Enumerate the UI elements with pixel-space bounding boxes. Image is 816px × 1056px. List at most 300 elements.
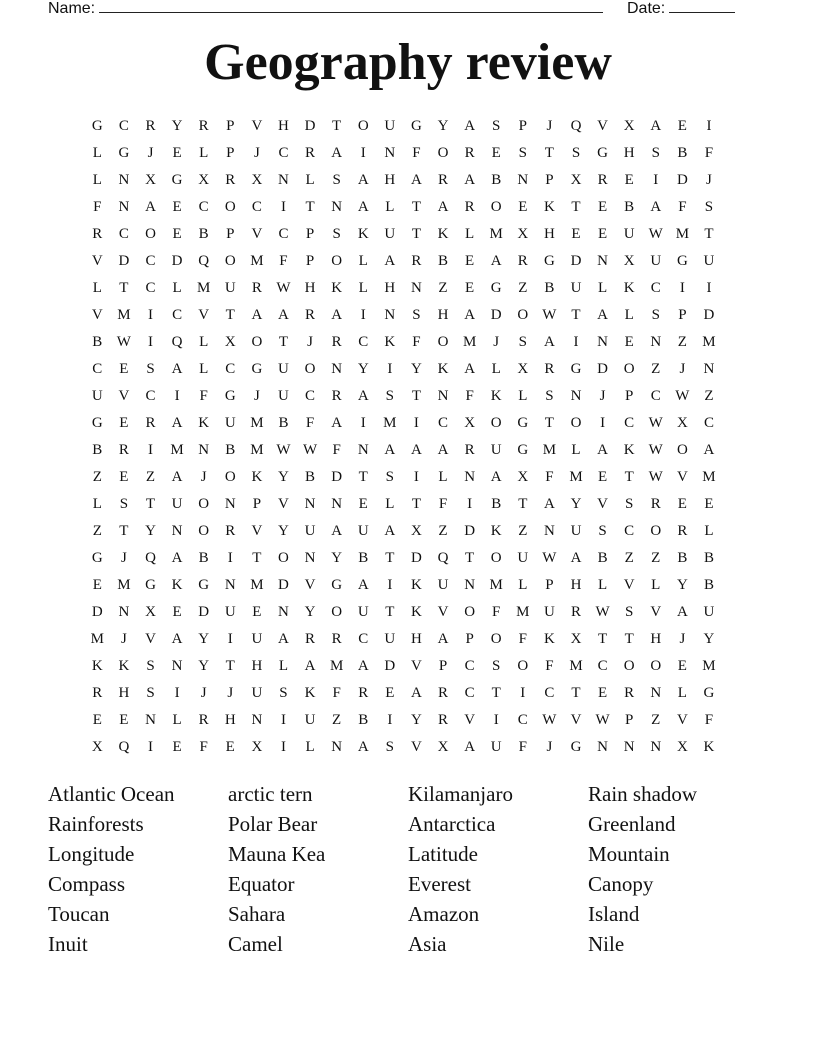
grid-letter[interactable]: C [251,199,262,215]
grid-letter[interactable]: E [491,145,501,161]
grid-letter[interactable]: F [545,469,554,485]
grid-letter[interactable]: U [384,226,396,242]
grid-letter[interactable]: Z [651,550,661,566]
grid-letter[interactable]: Y [278,523,289,539]
grid-letter[interactable]: R [118,442,129,458]
grid-letter[interactable]: A [437,631,449,647]
grid-letter[interactable]: I [360,307,366,323]
grid-letter[interactable]: A [171,361,183,377]
grid-letter[interactable]: X [517,226,529,242]
grid-letter[interactable]: S [412,307,421,323]
grid-letter[interactable]: I [147,334,153,350]
grid-letter[interactable]: G [171,172,183,188]
grid-letter[interactable]: J [679,361,686,377]
grid-letter[interactable]: V [118,388,130,404]
grid-letter[interactable]: I [413,415,419,431]
grid-letter[interactable]: X [145,604,156,620]
grid-letter[interactable]: A [357,388,369,404]
grid-letter[interactable]: N [517,172,529,188]
grid-letter[interactable]: A [278,631,289,647]
grid-letter[interactable]: T [385,550,395,566]
grid-letter[interactable]: S [625,604,634,620]
grid-letter[interactable]: H [118,685,130,701]
grid-letter[interactable]: A [171,550,183,566]
grid-letter[interactable]: O [437,145,449,161]
grid-letter[interactable]: X [145,172,156,188]
grid-letter[interactable]: I [387,712,393,728]
grid-letter[interactable]: N [357,442,369,458]
grid-letter[interactable]: D [703,307,715,323]
grid-letter[interactable]: N [171,658,183,674]
grid-letter[interactable]: V [623,577,635,593]
grid-letter[interactable]: T [518,496,528,512]
grid-letter[interactable]: Y [198,658,210,674]
grid-letter[interactable]: S [518,334,527,350]
grid-letter[interactable]: P [465,631,474,647]
grid-letter[interactable]: B [278,415,289,431]
grid-letter[interactable]: G [198,577,210,593]
grid-letter[interactable]: C [624,523,635,539]
grid-letter[interactable]: E [172,226,182,242]
grid-letter[interactable]: O [650,523,662,539]
grid-letter[interactable]: I [706,280,712,296]
grid-letter[interactable]: I [280,712,286,728]
grid-letter[interactable]: L [571,442,581,458]
grid-letter[interactable]: I [387,361,393,377]
grid-letter[interactable]: J [599,388,606,404]
grid-letter[interactable]: Y [437,118,449,134]
grid-letter[interactable]: U [278,388,289,404]
grid-letter[interactable]: B [358,712,369,728]
grid-letter[interactable]: M [569,469,583,485]
grid-letter[interactable]: F [93,199,102,215]
grid-letter[interactable]: M [250,415,264,431]
grid-letter[interactable]: F [412,145,421,161]
grid-letter[interactable]: D [384,658,396,674]
grid-letter[interactable]: P [678,307,687,323]
grid-letter[interactable]: J [546,118,553,134]
grid-letter[interactable]: K [411,577,422,593]
grid-letter[interactable]: W [542,307,557,323]
grid-letter[interactable]: E [119,469,129,485]
grid-letter[interactable]: R [251,280,262,296]
grid-letter[interactable]: I [174,685,180,701]
grid-letter[interactable]: B [597,550,608,566]
grid-letter[interactable]: Q [198,253,210,269]
grid-letter[interactable]: Y [676,577,688,593]
grid-letter[interactable]: I [520,685,526,701]
grid-letter[interactable]: U [570,523,582,539]
grid-letter[interactable]: T [624,631,634,647]
grid-letter[interactable]: F [279,253,288,269]
grid-letter[interactable]: G [411,118,422,134]
grid-letter[interactable]: F [492,604,501,620]
grid-letter[interactable]: R [331,631,342,647]
grid-letter[interactable]: U [703,253,715,269]
grid-letter[interactable]: U [543,604,555,620]
grid-letter[interactable]: D [331,469,343,485]
grid-letter[interactable]: C [172,307,183,323]
grid-letter[interactable]: T [704,226,714,242]
grid-letter[interactable]: R [358,685,369,701]
grid-letter[interactable]: N [623,739,635,755]
grid-letter[interactable]: O [490,199,502,215]
grid-letter[interactable]: T [571,199,581,215]
grid-letter[interactable]: A [464,739,476,755]
grid-letter[interactable]: U [384,631,396,647]
grid-letter[interactable]: W [595,604,610,620]
grid-letter[interactable]: A [411,442,422,458]
grid-letter[interactable]: O [331,253,343,269]
grid-letter[interactable]: N [118,604,130,620]
grid-letter[interactable]: G [543,253,555,269]
grid-letter[interactable]: C [703,415,714,431]
grid-letter[interactable]: A [597,442,608,458]
grid-letter[interactable]: A [464,361,476,377]
date-blank-line[interactable] [669,0,735,13]
grid-letter[interactable]: V [437,604,449,620]
grid-letter[interactable]: X [570,172,582,188]
grid-letter[interactable]: L [358,253,368,269]
grid-letter[interactable]: T [544,145,554,161]
grid-letter[interactable]: A [650,199,662,215]
grid-letter[interactable]: R [225,172,236,188]
grid-letter[interactable]: A [331,415,343,431]
grid-letter[interactable]: Y [331,550,343,566]
grid-letter[interactable]: J [679,631,686,647]
grid-letter[interactable]: P [438,658,448,674]
grid-letter[interactable]: D [411,550,422,566]
grid-letter[interactable]: K [543,631,555,647]
grid-letter[interactable]: H [543,226,555,242]
grid-letter[interactable]: O [517,658,529,674]
grid-letter[interactable]: O [490,631,502,647]
grid-letter[interactable]: T [544,415,554,431]
grid-letter[interactable]: S [385,739,394,755]
grid-letter[interactable]: Y [278,469,289,485]
grid-letter[interactable]: Y [198,631,210,647]
grid-letter[interactable]: C [464,658,475,674]
grid-letter[interactable]: U [171,496,183,512]
grid-letter[interactable]: F [518,739,527,755]
grid-letter[interactable]: N [597,334,608,350]
grid-letter[interactable]: K [623,280,635,296]
grid-letter[interactable]: G [517,415,529,431]
grid-letter[interactable]: U [304,523,316,539]
grid-letter[interactable]: B [703,577,714,593]
grid-letter[interactable]: Z [438,280,448,296]
grid-letter[interactable]: S [492,658,501,674]
grid-letter[interactable]: A [171,631,183,647]
grid-letter[interactable]: Z [92,469,102,485]
grid-letter[interactable]: O [490,550,502,566]
grid-letter[interactable]: M [170,442,184,458]
grid-letter[interactable]: R [305,307,316,323]
grid-letter[interactable]: R [570,604,581,620]
grid-letter[interactable]: P [625,388,634,404]
grid-letter[interactable]: X [464,415,476,431]
grid-letter[interactable]: N [331,496,343,512]
grid-letter[interactable]: I [493,712,499,728]
grid-letter[interactable]: R [464,442,475,458]
grid-letter[interactable]: L [92,496,102,512]
grid-letter[interactable]: E [92,577,102,593]
grid-letter[interactable]: O [464,604,476,620]
grid-letter[interactable]: E [172,739,182,755]
grid-letter[interactable]: Z [518,523,528,539]
grid-letter[interactable]: B [624,199,635,215]
grid-letter[interactable]: W [542,712,557,728]
grid-letter[interactable]: Z [651,361,661,377]
grid-letter[interactable]: C [278,226,289,242]
grid-letter[interactable]: Y [411,361,422,377]
grid-letter[interactable]: V [278,496,289,512]
grid-letter[interactable]: A [464,118,476,134]
grid-letter[interactable]: B [544,280,555,296]
grid-letter[interactable]: V [464,712,476,728]
grid-letter[interactable]: Y [304,604,316,620]
grid-letter[interactable]: Z [518,280,528,296]
grid-letter[interactable]: E [172,145,182,161]
grid-letter[interactable]: H [384,172,396,188]
grid-letter[interactable]: I [280,739,286,755]
grid-letter[interactable]: K [91,658,103,674]
grid-letter[interactable]: A [464,307,476,323]
grid-letter[interactable]: H [384,280,396,296]
grid-letter[interactable]: Z [438,523,448,539]
grid-letter[interactable]: A [437,442,449,458]
grid-letter[interactable]: A [384,253,396,269]
grid-letter[interactable]: U [490,739,502,755]
grid-letter[interactable]: N [145,712,156,728]
grid-letter[interactable]: H [650,631,662,647]
grid-letter[interactable]: X [437,739,449,755]
grid-letter[interactable]: U [357,604,369,620]
grid-letter[interactable]: F [545,658,554,674]
grid-letter[interactable]: V [251,118,263,134]
grid-letter[interactable]: M [542,442,557,458]
grid-letter[interactable]: M [117,577,131,593]
grid-letter[interactable]: A [676,604,688,620]
grid-letter[interactable]: X [517,469,529,485]
grid-letter[interactable]: F [678,199,687,215]
grid-letter[interactable]: S [146,658,155,674]
grid-letter[interactable]: L [358,280,368,296]
grid-letter[interactable]: K [357,226,369,242]
grid-letter[interactable]: Q [171,334,183,350]
grid-letter[interactable]: P [252,496,262,512]
grid-letter[interactable]: D [490,307,502,323]
grid-letter[interactable]: J [200,469,207,485]
grid-letter[interactable]: B [305,469,316,485]
grid-letter[interactable]: R [677,523,688,539]
grid-letter[interactable]: K [384,334,396,350]
grid-letter[interactable]: N [384,307,396,323]
grid-letter[interactable]: W [648,415,663,431]
grid-letter[interactable]: G [597,145,608,161]
grid-letter[interactable]: Y [145,523,156,539]
grid-letter[interactable]: N [304,550,316,566]
grid-letter[interactable]: B [677,145,688,161]
grid-letter[interactable]: F [332,685,341,701]
grid-letter[interactable]: H [411,631,422,647]
grid-letter[interactable]: A [490,469,502,485]
grid-letter[interactable]: L [624,307,634,323]
grid-letter[interactable]: I [227,631,233,647]
grid-letter[interactable]: R [597,172,608,188]
grid-letter[interactable]: E [119,712,129,728]
grid-letter[interactable]: A [171,469,183,485]
grid-letter[interactable]: X [623,253,635,269]
grid-letter[interactable]: A [703,442,715,458]
grid-letter[interactable]: R [464,199,475,215]
grid-letter[interactable]: D [304,118,316,134]
grid-letter[interactable]: S [651,307,660,323]
grid-letter[interactable]: L [518,577,528,593]
grid-letter[interactable]: F [518,631,527,647]
grid-letter[interactable]: V [597,118,608,134]
grid-letter[interactable]: O [304,361,316,377]
grid-letter[interactable]: K [331,280,343,296]
grid-letter[interactable]: C [145,253,156,269]
grid-letter[interactable]: O [437,334,449,350]
grid-letter[interactable]: T [491,685,501,701]
grid-letter[interactable]: I [467,496,473,512]
grid-letter[interactable]: T [119,280,129,296]
grid-letter[interactable]: R [438,685,449,701]
grid-letter[interactable]: L [278,658,289,674]
grid-letter[interactable]: A [411,172,422,188]
grid-letter[interactable]: N [331,739,343,755]
grid-letter[interactable]: X [251,172,263,188]
grid-letter[interactable]: A [331,523,343,539]
grid-letter[interactable]: A [357,577,369,593]
grid-letter[interactable]: N [437,388,449,404]
grid-letter[interactable]: J [493,334,500,350]
grid-letter[interactable]: I [147,739,153,755]
grid-letter[interactable]: U [91,388,103,404]
grid-letter[interactable]: A [464,172,476,188]
grid-letter[interactable]: A [357,739,369,755]
grid-letter[interactable]: T [624,469,634,485]
name-blank-line[interactable] [99,0,603,13]
grid-letter[interactable]: S [146,685,155,701]
grid-letter[interactable]: L [597,577,608,593]
grid-letter[interactable]: A [650,118,662,134]
grid-letter[interactable]: I [280,199,286,215]
grid-letter[interactable]: G [570,361,582,377]
grid-letter[interactable]: V [145,631,156,647]
grid-letter[interactable]: T [411,226,421,242]
grid-letter[interactable]: N [650,334,662,350]
grid-letter[interactable]: X [198,172,210,188]
grid-letter[interactable]: E [119,415,129,431]
grid-letter[interactable]: J [227,685,234,701]
grid-letter[interactable]: O [623,361,635,377]
grid-letter[interactable]: K [198,415,210,431]
grid-letter[interactable]: S [119,496,129,512]
grid-letter[interactable]: S [492,118,501,134]
grid-letter[interactable]: E [571,226,581,242]
grid-letter[interactable]: L [438,469,448,485]
grid-letter[interactable]: G [224,388,236,404]
grid-letter[interactable]: G [703,685,715,701]
grid-letter[interactable]: J [546,739,553,755]
grid-letter[interactable]: A [331,145,343,161]
grid-letter[interactable]: V [676,469,688,485]
grid-letter[interactable]: H [623,145,635,161]
grid-letter[interactable]: C [305,388,316,404]
grid-letter[interactable]: C [145,280,156,296]
grid-letter[interactable]: A [357,199,369,215]
grid-letter[interactable]: N [278,604,289,620]
grid-letter[interactable]: P [226,118,235,134]
grid-letter[interactable]: P [305,226,315,242]
grid-letter[interactable]: C [650,280,661,296]
grid-letter[interactable]: R [92,226,103,242]
grid-letter[interactable]: N [543,523,555,539]
grid-letter[interactable]: G [118,145,130,161]
grid-letter[interactable]: D [464,523,476,539]
grid-letter[interactable]: M [117,307,131,323]
grid-letter[interactable]: W [648,442,663,458]
grid-letter[interactable]: C [145,388,156,404]
grid-letter[interactable]: S [385,469,394,485]
grid-letter[interactable]: E [92,712,102,728]
grid-letter[interactable]: V [198,307,210,323]
grid-letter[interactable]: O [357,118,369,134]
grid-letter[interactable]: O [198,523,210,539]
grid-letter[interactable]: O [331,604,343,620]
grid-letter[interactable]: D [570,253,582,269]
grid-letter[interactable]: E [677,658,687,674]
grid-letter[interactable]: O [224,253,236,269]
grid-letter[interactable]: A [384,442,396,458]
grid-letter[interactable]: N [331,199,343,215]
grid-letter[interactable]: S [704,199,714,215]
grid-letter[interactable]: D [198,604,210,620]
grid-letter[interactable]: V [570,712,582,728]
grid-letter[interactable]: E [677,496,687,512]
grid-letter[interactable]: A [357,658,369,674]
grid-letter[interactable]: K [490,523,502,539]
grid-letter[interactable]: G [91,550,103,566]
grid-letter[interactable]: E [358,496,368,512]
grid-letter[interactable]: O [224,469,236,485]
grid-letter[interactable]: Q [145,550,156,566]
grid-letter[interactable]: G [490,280,502,296]
grid-letter[interactable]: R [145,415,156,431]
grid-letter[interactable]: L [704,523,714,539]
grid-letter[interactable]: S [571,145,581,161]
grid-letter[interactable]: P [305,253,315,269]
grid-letter[interactable]: W [302,442,318,458]
grid-letter[interactable]: O [224,199,236,215]
grid-letter[interactable]: E [172,199,182,215]
grid-letter[interactable]: S [598,523,607,539]
grid-letter[interactable]: S [146,361,155,377]
grid-letter[interactable]: T [411,199,421,215]
grid-letter[interactable]: H [437,307,449,323]
grid-letter[interactable]: U [623,226,635,242]
grid-letter[interactable]: B [491,496,502,512]
grid-letter[interactable]: R [305,631,316,647]
grid-letter[interactable]: N [597,739,608,755]
grid-letter[interactable]: J [253,388,260,404]
grid-letter[interactable]: M [329,658,344,674]
grid-letter[interactable]: L [305,172,315,188]
grid-letter[interactable]: N [570,388,582,404]
